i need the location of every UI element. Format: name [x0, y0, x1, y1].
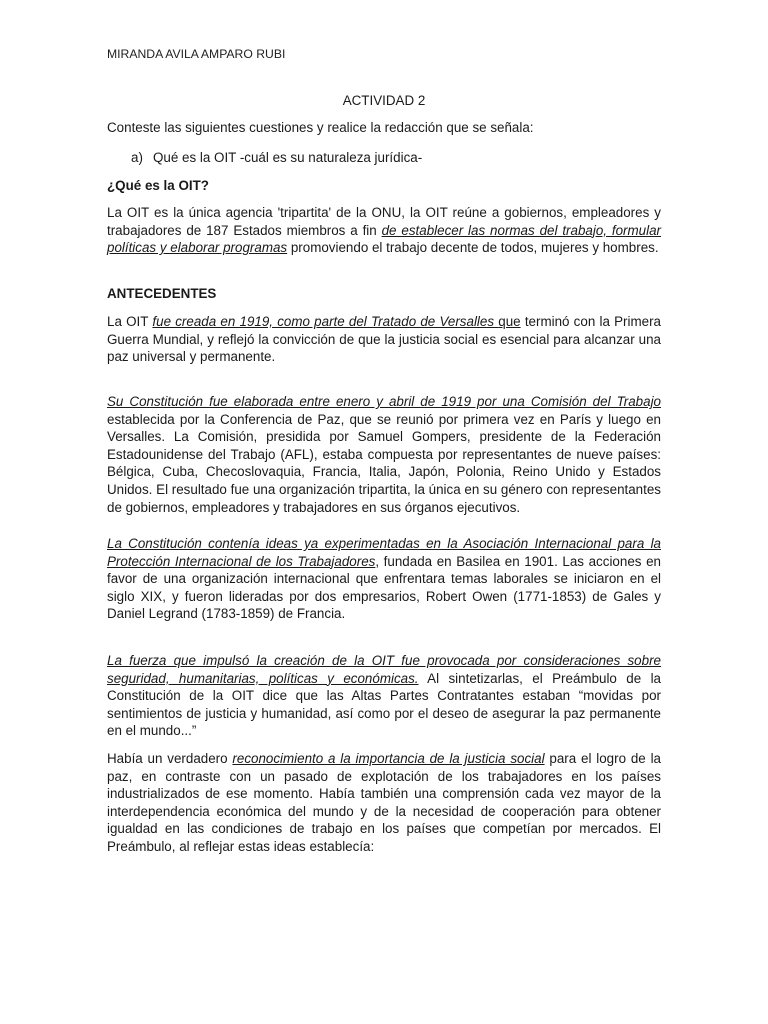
p4-underlined: La Constitución contenía ideas ya experimentadas en la Asociación Internacional para la Protección Internacional de los Trabajadores	[107, 536, 661, 569]
p6-text-b: para el logro de la paz, en contraste con un pasado de explotación de los trabajadores en los países industrializados de ese momento. Había también una comprensión cada vez mayor de la interdependencia económica del mundo y de la necesidad de cooperación para obtener igualdad en las condiciones de trabajo en los países que competían por mercados. El Preámbulo, al reflejar estas ideas establecía:	[107, 751, 662, 854]
p2-text-b: terminó con la Primera Guerra Mundial, y reflejó la convicción de que la justicia social es esencial para alcanzar una paz universal y permanente.	[107, 314, 661, 365]
paragraph-definition	[107, 204, 661, 257]
question-item	[131, 149, 422, 167]
heading-antecedentes: ANTECEDENTES	[107, 286, 217, 301]
p1-underlined: de establecer las normas del trabajo, formular políticas y elaborar programas	[107, 222, 661, 256]
p1-text-b: promoviendo el trabajo decente de todos, mujeres y hombres.	[287, 240, 659, 256]
question-text: Qué es la OIT -cuál es su naturaleza jurídica-	[153, 150, 423, 165]
p5-underlined: La fuerza que impulsó la creación de la OIT fue provocada por consideraciones sobre seguridad, humanitarias, políticas y económicas.	[107, 653, 661, 686]
p1-text-a: La OIT es la única agencia 'tripartita' de la ONU, la OIT reúne a gobiernos, empleadores y trabajadores de 187 Estados miembros a fin	[107, 205, 661, 238]
author-name: MIRANDA AVILA AMPARO RUBI	[107, 47, 286, 61]
p2-text-a: La OIT	[107, 314, 153, 329]
p6-underlined: reconocimiento a la importancia de la justicia social	[232, 751, 545, 766]
instructions-text: Conteste las siguientes cuestiones y realice la redacción que se señala:	[107, 120, 534, 135]
list-marker: a)	[131, 150, 143, 165]
p5-text-b: Al sintetizarlas, el Preámbulo de la Constitución de la OIT dice que las Altas Partes Contratantes estaban “movidas por sentimientos de justicia y humanidad, así como por el deseo de asegurar la paz permanente en el mundo...”	[107, 670, 661, 739]
paragraph-social-justice	[107, 750, 661, 856]
paragraph-constitution	[107, 393, 661, 516]
p4-text-b: , fundada en Basilea en 1901. Las acciones en favor de una organización internacional que enfrentara temas laborales se iniciaron en el siglo XIX, y fueron lideradas por dos empresarios, Robert Owen (1771-1853) de Gales y Daniel Legrand (1783-1859) de Francia.	[107, 553, 661, 622]
p2-underlined: fue creada en 1919, como parte del Tratado de Versalles	[152, 314, 499, 329]
p3-text-b: establecida por la Conferencia de Paz, que se reunió por primera vez en París y luego en Versalles. La Comisión, presidida por Samuel Gompers, presidente de la Federación Estadounidense del Trabajo (AFL), estaba compuesta por representantes de nueve países: Bélgica, Cuba, Checoslovaquia, Francia, Italia, Japón, Polonia, Reino Unido y Estados Unidos. El resultado fue una organización tripartita, la única en su género con representantes de gobiernos, empleadores y trabajadores en sus órganos ejecutivos.	[107, 411, 661, 515]
paragraph-force	[107, 652, 661, 740]
p3-underlined: Su Constitución fue elaborada entre enero y abril de 1919 por una Comisión del Trabajo	[107, 394, 661, 409]
document-title: ACTIVIDAD 2	[342, 93, 426, 108]
p2-underlined-que: que	[498, 314, 521, 329]
heading-que-es: ¿Qué es la OIT?	[107, 178, 209, 193]
paragraph-creation	[107, 313, 661, 366]
p6-text-a: Había un verdadero	[107, 751, 233, 766]
paragraph-association	[107, 535, 661, 623]
